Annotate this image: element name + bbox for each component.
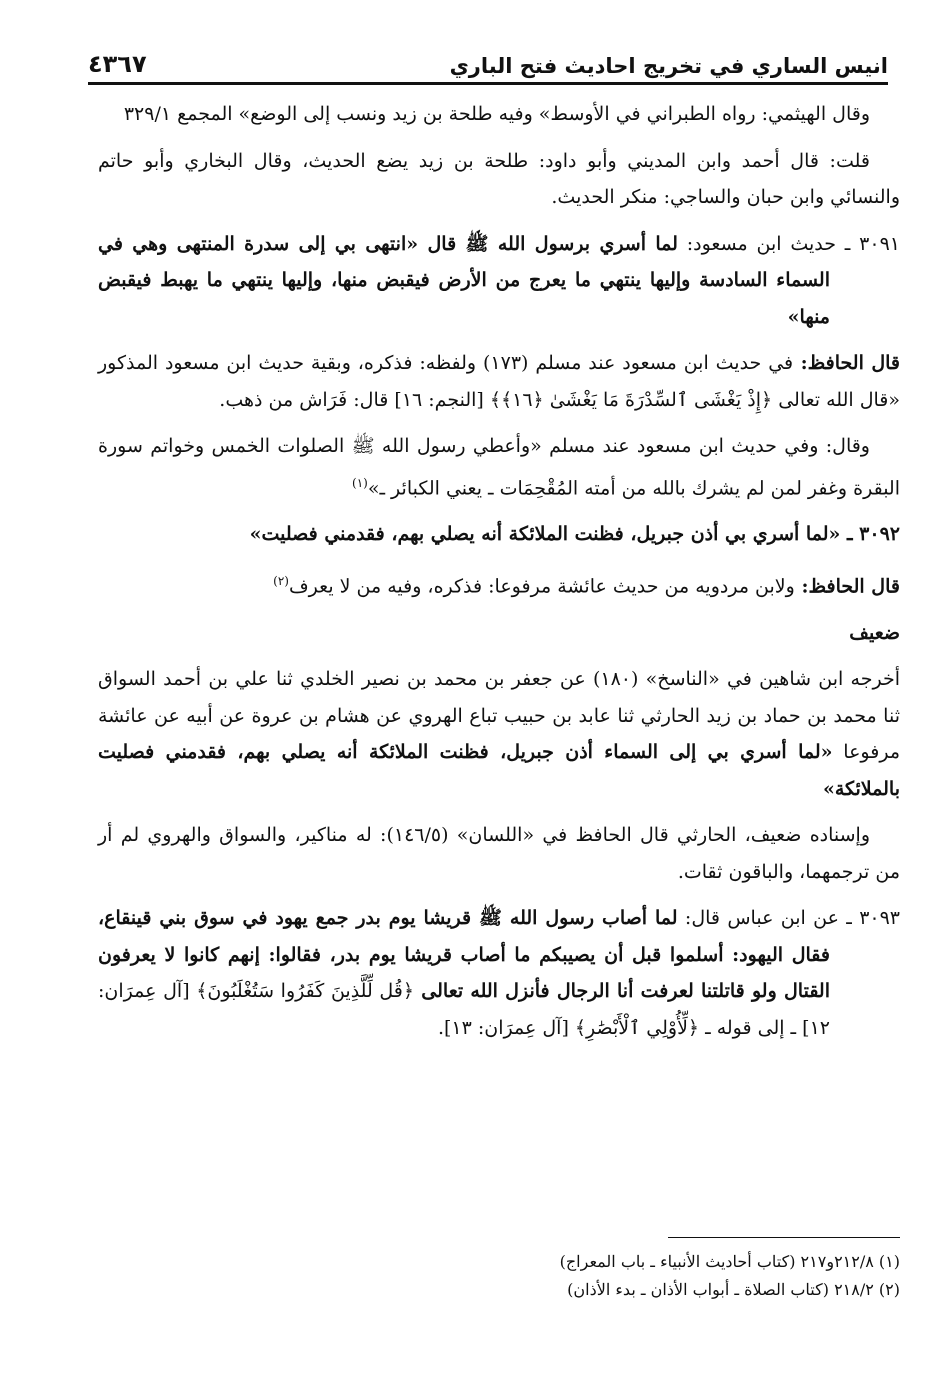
isnad-paragraph: وإسناده ضعيف، الحارثي قال الحافظ في «اللسان» (١٤٦/٥): له مناكير، والسواق والهروي لم أر من ترجمهما، والباقون ثقات.: [98, 824, 900, 883]
hafiz-comment-text: في حديث ابن مسعود عند مسلم (١٧٣) ولفظه: فذكره، وبقية حديث ابن مسعود المذكور «قال الله تعالى ﴿إِذْ يَغْشَى ٱلسِّدْرَةَ مَا يَغْشَىٰ ﴿١٦﴾﴾ [النجم: ١٦] قال: فَرَاش من ذهب.: [98, 352, 900, 411]
hadith-3093-text: لما أصاب رسول الله ﷺ قريشا يوم بدر جمع يهود في سوق بني قينقاع، فقال اليهود: أسلموا قبل أن يصيبكم ما أصاب قريشا يوم بدر، فقالوا: إنهم كانوا لا يعرفون القتال ولو قاتلتنا لعرفت أنا الرجال فأنزل الله تعالى: [98, 907, 830, 1003]
hafiz-comment-text-2: ولابن مردويه من حديث عائشة مرفوعا: فذكره، وفيه من لا يعرف: [288, 575, 795, 598]
hadith-3092-text: ٣٠٩٢ ـ «لما أسري بي أذن جبريل، فظنت الملائكة أنه يصلي بهم، فقدمني فصليت»: [249, 523, 900, 546]
hadith-3093-lead: ٣٠٩٣ ـ عن ابن عباس قال:: [677, 907, 901, 930]
hafiz-comment-3091: [98, 345, 900, 418]
main-text: [98, 96, 900, 1056]
header-rule: [88, 82, 888, 85]
footnote-2: (٢) ٢١٨/٢ (كتاب الصلاة ـ أبواب الأذان ـ بدء الأذان): [567, 1280, 900, 1299]
takhrij-matn: «لما أسري بي إلى السماء أذن جبريل، فظنت الملائكة أنه يصلي بهم، فقدمني فصليت بالملائكة»: [98, 741, 900, 800]
takhrij-paragraph: [98, 661, 900, 807]
paragraph-qultu: قلت: قال أحمد وابن المديني وأبو داود: طلحة بن زيد يضع الحديث، وقال البخاري وأبو حاتم والنسائي وابن حبان والساجي: منكر الحديث.: [98, 149, 900, 208]
hadith-3091-text: لما أسري برسول الله ﷺ قال «انتهى بي إلى سدرة المنتهى وهي في السماء السادسة وإليها ينتهي ما يعرج من الأرض فيقبض منها، وإليها ينتهي ما يهبط فيقبض منها»: [98, 232, 830, 328]
hafiz-comment-3092: [98, 563, 900, 605]
grade-label: ضعيف: [849, 621, 900, 644]
footnotes: [98, 1248, 900, 1304]
takhrij-text: أخرجه ابن شاهين في «الناسخ» (١٨٠) عن جعفر بن محمد بن نصير الخلدي ثنا علي بن أحمد السواق ثنا محمد بن حماد بن زيد الحارثي ثنا عابد بن حبيب تباع الهروي عن هشام بن عروة عن أبيه عن عائشة مرفوعا: [98, 668, 900, 764]
hadith-3092: [98, 516, 900, 553]
paragraph-qala-text: وقال: وفي حديث ابن مسعود عند مسلم «وأعطي رسول الله ﷺ الصلوات الخمس وخواتم سورة البقرة وغفر لمن لم يشرك بالله من أمته المُقْحِمَات ـ يعني الكبائر ـ»: [98, 435, 900, 499]
hadith-3093-verse: ﴿قُل لِّلَّذِينَ كَفَرُوا سَتُغْلَبُونَ﴾ [آل عِمرَان: ١٢] ـ إلى قوله ـ ﴿لِّأُوْلِي ٱلْأَبْصَٰرِ﴾ [آل عِمرَان: ١٣].: [98, 980, 830, 1039]
page-number: ٤٣٦٧: [88, 50, 147, 78]
footnote-ref-2: (٢): [273, 573, 289, 588]
grade-heading: [98, 615, 900, 652]
hadith-3091-lead: ٣٠٩١ ـ حديث ابن مسعود:: [677, 232, 900, 255]
page-header: [88, 38, 888, 78]
footnote-1: (١) ٢١٢/٨و٢١٧ (كتاب أحاديث الأنبياء ـ باب المعراج): [559, 1252, 900, 1271]
paragraph-qala: [98, 428, 900, 506]
footnote-rule: [668, 1237, 900, 1238]
hafiz-label: قال الحافظ:: [793, 352, 900, 374]
footnote-ref-1: (١): [352, 475, 368, 490]
hadith-3093: [98, 900, 900, 1046]
hadith-3091: [98, 226, 900, 336]
paragraph-haythami: وقال الهيثمي: رواه الطبراني في الأوسط» وفيه طلحة بن زيد ونسب إلى الوضع» المجمع ٣٢٩/١: [123, 103, 870, 125]
running-title: انيس الساري في تخريج احاديث فتح الباري: [449, 54, 888, 78]
hafiz-label-2: قال الحافظ:: [794, 575, 900, 598]
